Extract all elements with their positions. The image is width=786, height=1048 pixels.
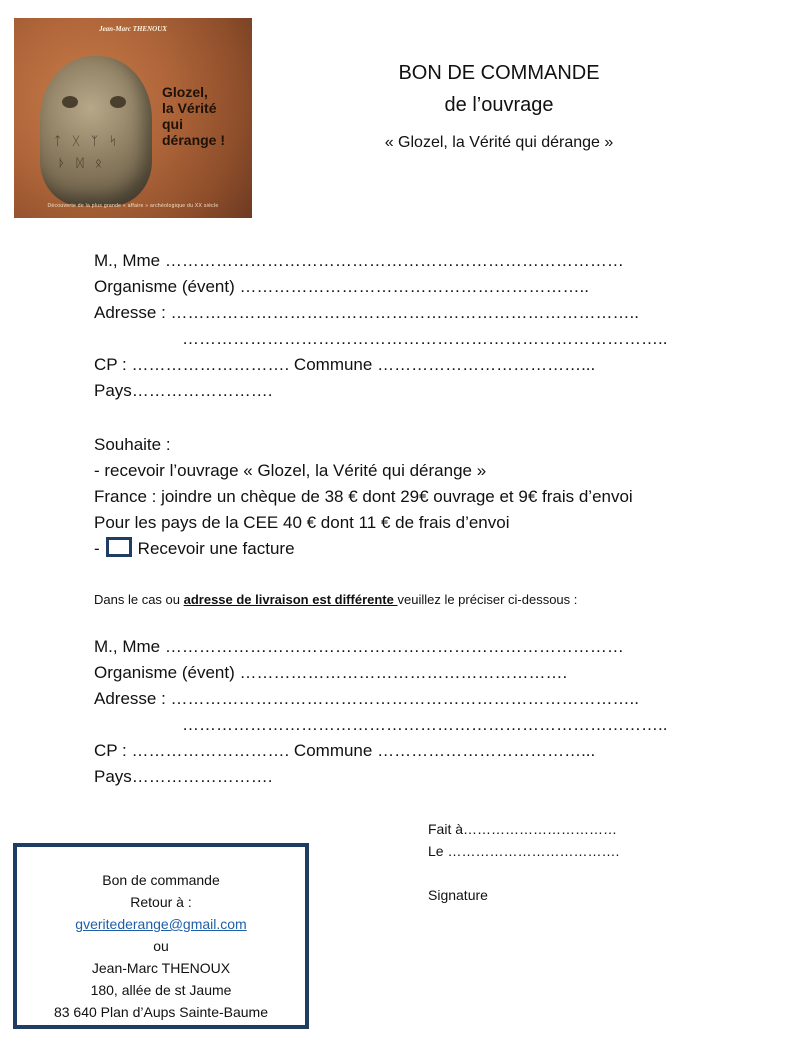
wish-label: Souhaite :	[94, 435, 171, 454]
idol-eye-left	[62, 96, 78, 108]
idol-engravings-2: ᚦ ᛞ ᛟ	[58, 156, 105, 170]
address-line2-field[interactable]: …………………………………………………………………………..	[182, 329, 668, 348]
delivery-note: Dans le cas ou adresse de livraison est différente veuillez le préciser ci-dessous :	[94, 592, 578, 607]
receive-book-text: - recevoir l’ouvrage « Glozel, la Vérité qui dérange »	[94, 461, 487, 480]
book-cover-image	[14, 18, 252, 218]
postcode-commune-field[interactable]: CP : ………………………. Commune ………………………………...	[94, 355, 596, 374]
cover-title: Glozel, la Vérité qui dérange !	[162, 84, 226, 148]
signature-block	[428, 818, 619, 906]
date-field[interactable]: Le ……………………………….	[428, 843, 620, 859]
customer-form	[94, 248, 667, 404]
return-line2: Retour à :	[130, 894, 192, 910]
cee-price-text: Pour les pays de la CEE 40 € dont 11 € de frais d’envoi	[94, 513, 510, 532]
cover-subtitle: Découverte de la plus grande « affaire » archéologique du XX siècle	[47, 203, 219, 209]
invoice-option	[94, 536, 633, 562]
return-name: Jean-Marc THENOUX	[91, 960, 231, 976]
order-details	[94, 432, 633, 562]
invoice-checkbox[interactable]	[106, 537, 132, 557]
return-line1: Bon de commande	[102, 872, 220, 888]
invoice-label: Recevoir une facture	[137, 539, 295, 558]
cover-author: Jean-Marc THENOUX	[99, 25, 167, 33]
france-price-text: France : joindre un chèque de 38 € dont 29€ ouvrage et 9€ frais d’envoi	[94, 487, 633, 506]
delivery-form	[94, 634, 667, 790]
delivery-country-field[interactable]: Pays…………………….	[94, 767, 273, 786]
glozel-idol-figure	[40, 56, 152, 206]
return-or: ou	[153, 938, 169, 954]
delivery-note-emphasis: adresse de livraison est différente	[183, 592, 398, 607]
place-field[interactable]: Fait à……………………………	[428, 821, 618, 837]
delivery-name-field[interactable]: M., Mme ………………………………………………………………………	[94, 637, 624, 656]
book-title: « Glozel, la Vérité qui dérange »	[384, 134, 614, 151]
page-title: BON DE COMMANDE	[398, 62, 600, 84]
delivery-address-line2-field[interactable]: …………………………………………………………………………..	[182, 715, 668, 734]
delivery-postcode-commune-field[interactable]: CP : ………………………. Commune ………………………………...	[94, 741, 596, 760]
address-field[interactable]: Adresse : ………………………………………………………………………..	[94, 303, 639, 322]
invoice-dash: -	[94, 539, 100, 558]
idol-eye-right	[110, 96, 126, 108]
return-address-box	[13, 843, 309, 1029]
page-subtitle: de l’ouvrage	[444, 94, 554, 116]
return-city: 83 640 Plan d’Aups Sainte-Baume	[53, 1004, 269, 1020]
organisation-field[interactable]: Organisme (évent) ……………………………………………………..	[94, 277, 589, 296]
return-street: 180, allée de st Jaume	[90, 982, 232, 998]
signature-label: Signature	[428, 887, 488, 903]
email-link[interactable]: gveritederange@gmail.com	[75, 916, 247, 932]
delivery-address-field[interactable]: Adresse : ………………………………………………………………………..	[94, 689, 639, 708]
country-field[interactable]: Pays…………………….	[94, 381, 273, 400]
idol-engravings: ᛏ ᚷ ᛉ ᛋ	[54, 134, 119, 148]
delivery-organisation-field[interactable]: Organisme (évent) ………………………………………………….	[94, 663, 568, 682]
name-field[interactable]: M., Mme ………………………………………………………………………	[94, 251, 624, 270]
